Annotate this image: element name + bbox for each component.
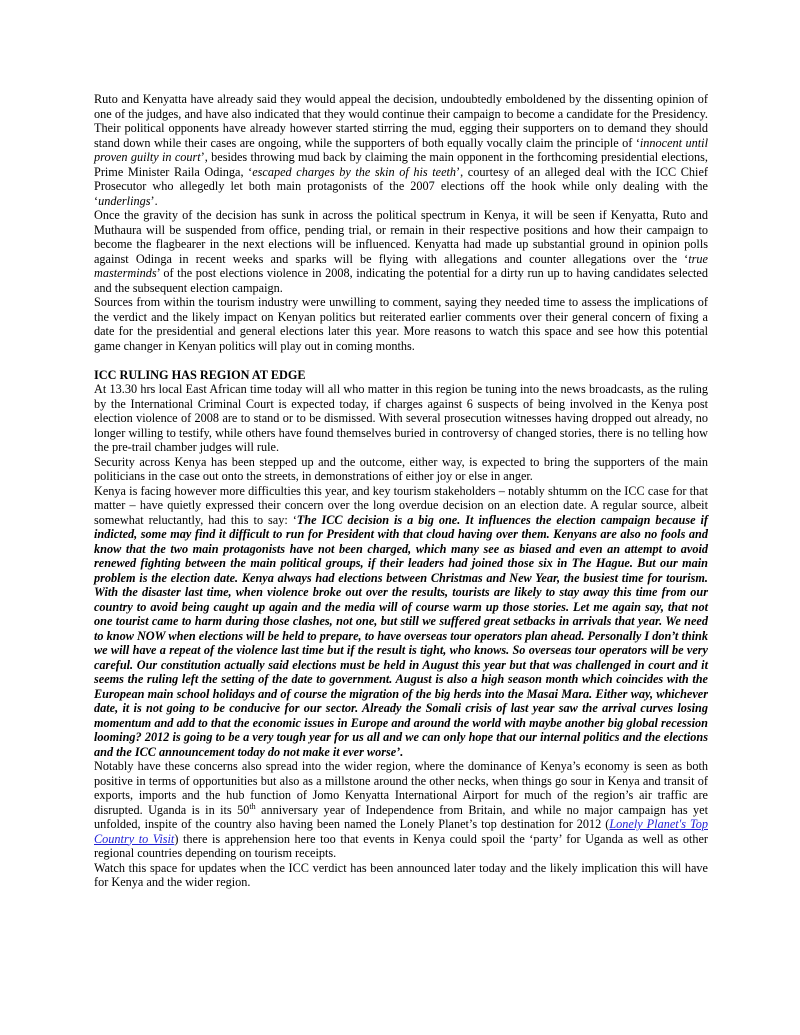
paragraph-region: Notably have these concerns also spread into the wider region, where the dominance of Kenya’s economy is seen as both positive in terms of opportunities but also as a millstone around the other necks, when things go sour in Kenya and transit of exports, imports and the hub function of Jomo Kenyatta International Airport for much of the region’s air traffic are disrupted. Uganda is in its 50th anniversary year of Independence from Britain, and while no major campaign has yet unfolded, inspite of the country also having been named the Lonely Planet’s top destination for 2012 (Lonely Planet's Top Country to Visit) there is apprehension here too that events in Kenya could spoil the ‘party’ for Uganda as well as other regional countries depending on tourism receipts. bbox=[94, 759, 709, 860]
document-body bbox=[94, 92, 708, 890]
quote-underlings: underlings bbox=[98, 193, 151, 208]
quote-masterminds: true masterminds bbox=[94, 251, 708, 280]
ordinal-suffix: th bbox=[249, 801, 256, 811]
paragraph-security: Security across Kenya has been stepped up and the outcome, either way, is expected to bring the supporters of the main politicians in the case out onto the streets, in demonstrations of either joy or else in anger. bbox=[94, 454, 708, 483]
paragraph-watch: Watch this space for updates when the ICC verdict has been announced later today and the likely implication this will have for Kenya and the wider region. bbox=[94, 860, 708, 889]
quote-escaped: escaped charges by the skin of his teeth bbox=[252, 164, 457, 179]
paragraph-gravity: Once the gravity of the decision has sunk in across the political spectrum in Kenya, it will be seen if Kenyatta, Ruto and Muthaura will be suspended from office, pending trial, or remain in their respective positions and how their campaign to become the flagbearer in the next elections will be influenced. Kenyatta had made up substantial ground in opinion polls against Odinga in recent weeks and sparks will be flying with allegations and counter allegations over the ‘true masterminds’ of the post elections violence in 2008, indicating the potential for a dirty run up to having candidates selected and the subsequent election campaign. bbox=[94, 208, 708, 295]
section-heading: ICC RULING HAS REGION AT EDGE bbox=[94, 367, 306, 382]
spacer bbox=[94, 353, 708, 368]
source-quote: The ICC decision is a big one. It influences the election campaign because if indicted, some may find it difficult to run for President with that cloud having over them. Kenyans are also no fools and know that the two main protagonists have not been charged, which many see as biased and even an attempt to avoid renewed fighting between the main political groups, if their leaders had joined those six in The Hague. But our main problem is the election date. Kenya always had elections between Christmas and New Year, the busiest time for tourism. With the disaster last time, when violence broke out over the results, tourists are likely to stay away this time from our country to avoid being caught up again and the media will of course warm up those stories. Let me again say, that not one tourist came to harm during those clashes, not one, but still we suffered great setbacks in arrivals that year. We need to know NOW when elections will be held to prepare, to have overseas tour operators plan ahead. Personally I don’t think we will have a repeat of the violence last time but if the result is tight, who knows. So overseas tour operators will be very careful. Our constitution actually said elections must be held in August this year but that was challenged in court and it seems the ruling left the setting of the date to government. August is also a high season month which coincides with the European main school holidays and of course the migration of the big herds into the Masai Mara. Either way, whichever date, it is not going to be conducive for our sector. Already the Somali crisis of last year saw the arrival curves losing momentum and add to that the economic issues in Europe and around the world with maybe another big global recession looming? 2012 is going to be a very tough year for us all and we can only hope that our internal politics and the elections and the ICC announcement today do not make it ever worse’. bbox=[94, 512, 708, 759]
quote-innocent: innocent until proven guilty in court bbox=[94, 135, 708, 164]
paragraph-tourism-quote: Kenya is facing however more difficulties this year, and key tourism stakeholders – notably shtumm on the ICC case for that matter – have quietly expressed their concern over the long overdue decision on an election date. A regular source, albeit somewhat reluctantly, had this to say: ‘The ICC decision is a big one. It influences the election campaign because if indicted, some may find it difficult to run for President with that cloud having over them. Kenyans are also no fools and know that the two main protagonists have not been charged, which many see as biased and even an attempt to avoid renewed fighting between the main political groups, if their leaders had joined those six in The Hague. But our main problem is the election date. Kenya always had elections between Christmas and New Year, the busiest time for tourism. With the disaster last time, when violence broke out over the results, tourists are likely to stay away this time from our country to avoid being caught up again and the media will of course warm up those stories. Let me again say, that not one tourist came to harm during those clashes, not one, but still we suffered great setbacks in arrivals that year. We need to know NOW when elections will be held to prepare, to have overseas tour operators plan ahead. Personally I don’t think we will have a repeat of the violence last time but if the result is tight, who knows. So overseas tour operators will be very careful. Our constitution actually said elections must be held in August this year but that was challenged in court and it seems the ruling left the setting of the date to government. August is also a high season month which coincides with the European main school holidays and of course the migration of the big herds into the Masai Mara. Either way, whichever date, it is not going to be conducive for our sector. Already the Somali crisis of last year saw the arrival curves losing momentum and add to that the economic issues in Europe and around the world with maybe another big global recession looming? 2012 is going to be a very tough year for us all and we can only hope that our internal politics and the elections and the ICC announcement today do not make it ever worse’. bbox=[94, 483, 708, 759]
paragraph-sources: Sources from within the tourism industry were unwilling to comment, saying they needed time to assess the implications of the verdict and the likely impact on Kenyan politics but reiterated earlier comments over their general concern of fixing a date for the presidential and general elections later this year. More reasons to watch this space and see how this potential game changer in Kenyan politics will play out in coming months. bbox=[94, 295, 708, 353]
paragraph-appeal: Ruto and Kenyatta have already said they would appeal the decision, undoubtedly emboldened by the dissenting opinion of one of the judges, and have also indicated that they would continue their campaign to become a candidate for the Presidency. Their political opponents have already however started stirring the mud, egging their supporters on to demand they should stand down while their cases are ongoing, while the supporters of both equally vocally claim the principle of ‘innocent until proven guilty in court’, besides throwing mud back by claiming the main opponent in the forthcoming presidential elections, Prime Minister Raila Odinga, ‘escaped charges by the skin of his teeth’, courtesy of an alleged deal with the ICC Chief Prosecutor who allegedly let both main protagonists of the 2007 elections off the hook while only dealing with the ‘underlings’. bbox=[94, 92, 708, 208]
lonely-planet-link[interactable]: Lonely Planet's Top Country to Visit bbox=[94, 817, 708, 846]
paragraph-ruling-time: At 13.30 hrs local East African time today will all who matter in this region be tuning into the news broadcasts, as the ruling by the International Criminal Court is expected today, if charges against 6 suspects of being involved in the Kenya post election violence of 2008 are to stand or to be dismissed. With several prosecution witnesses having dropped out already, no longer willing to testify, while others have found themselves buried in controversy of changed stories, there is no telling how the pre-trail chamber judges will rule. bbox=[94, 382, 708, 454]
